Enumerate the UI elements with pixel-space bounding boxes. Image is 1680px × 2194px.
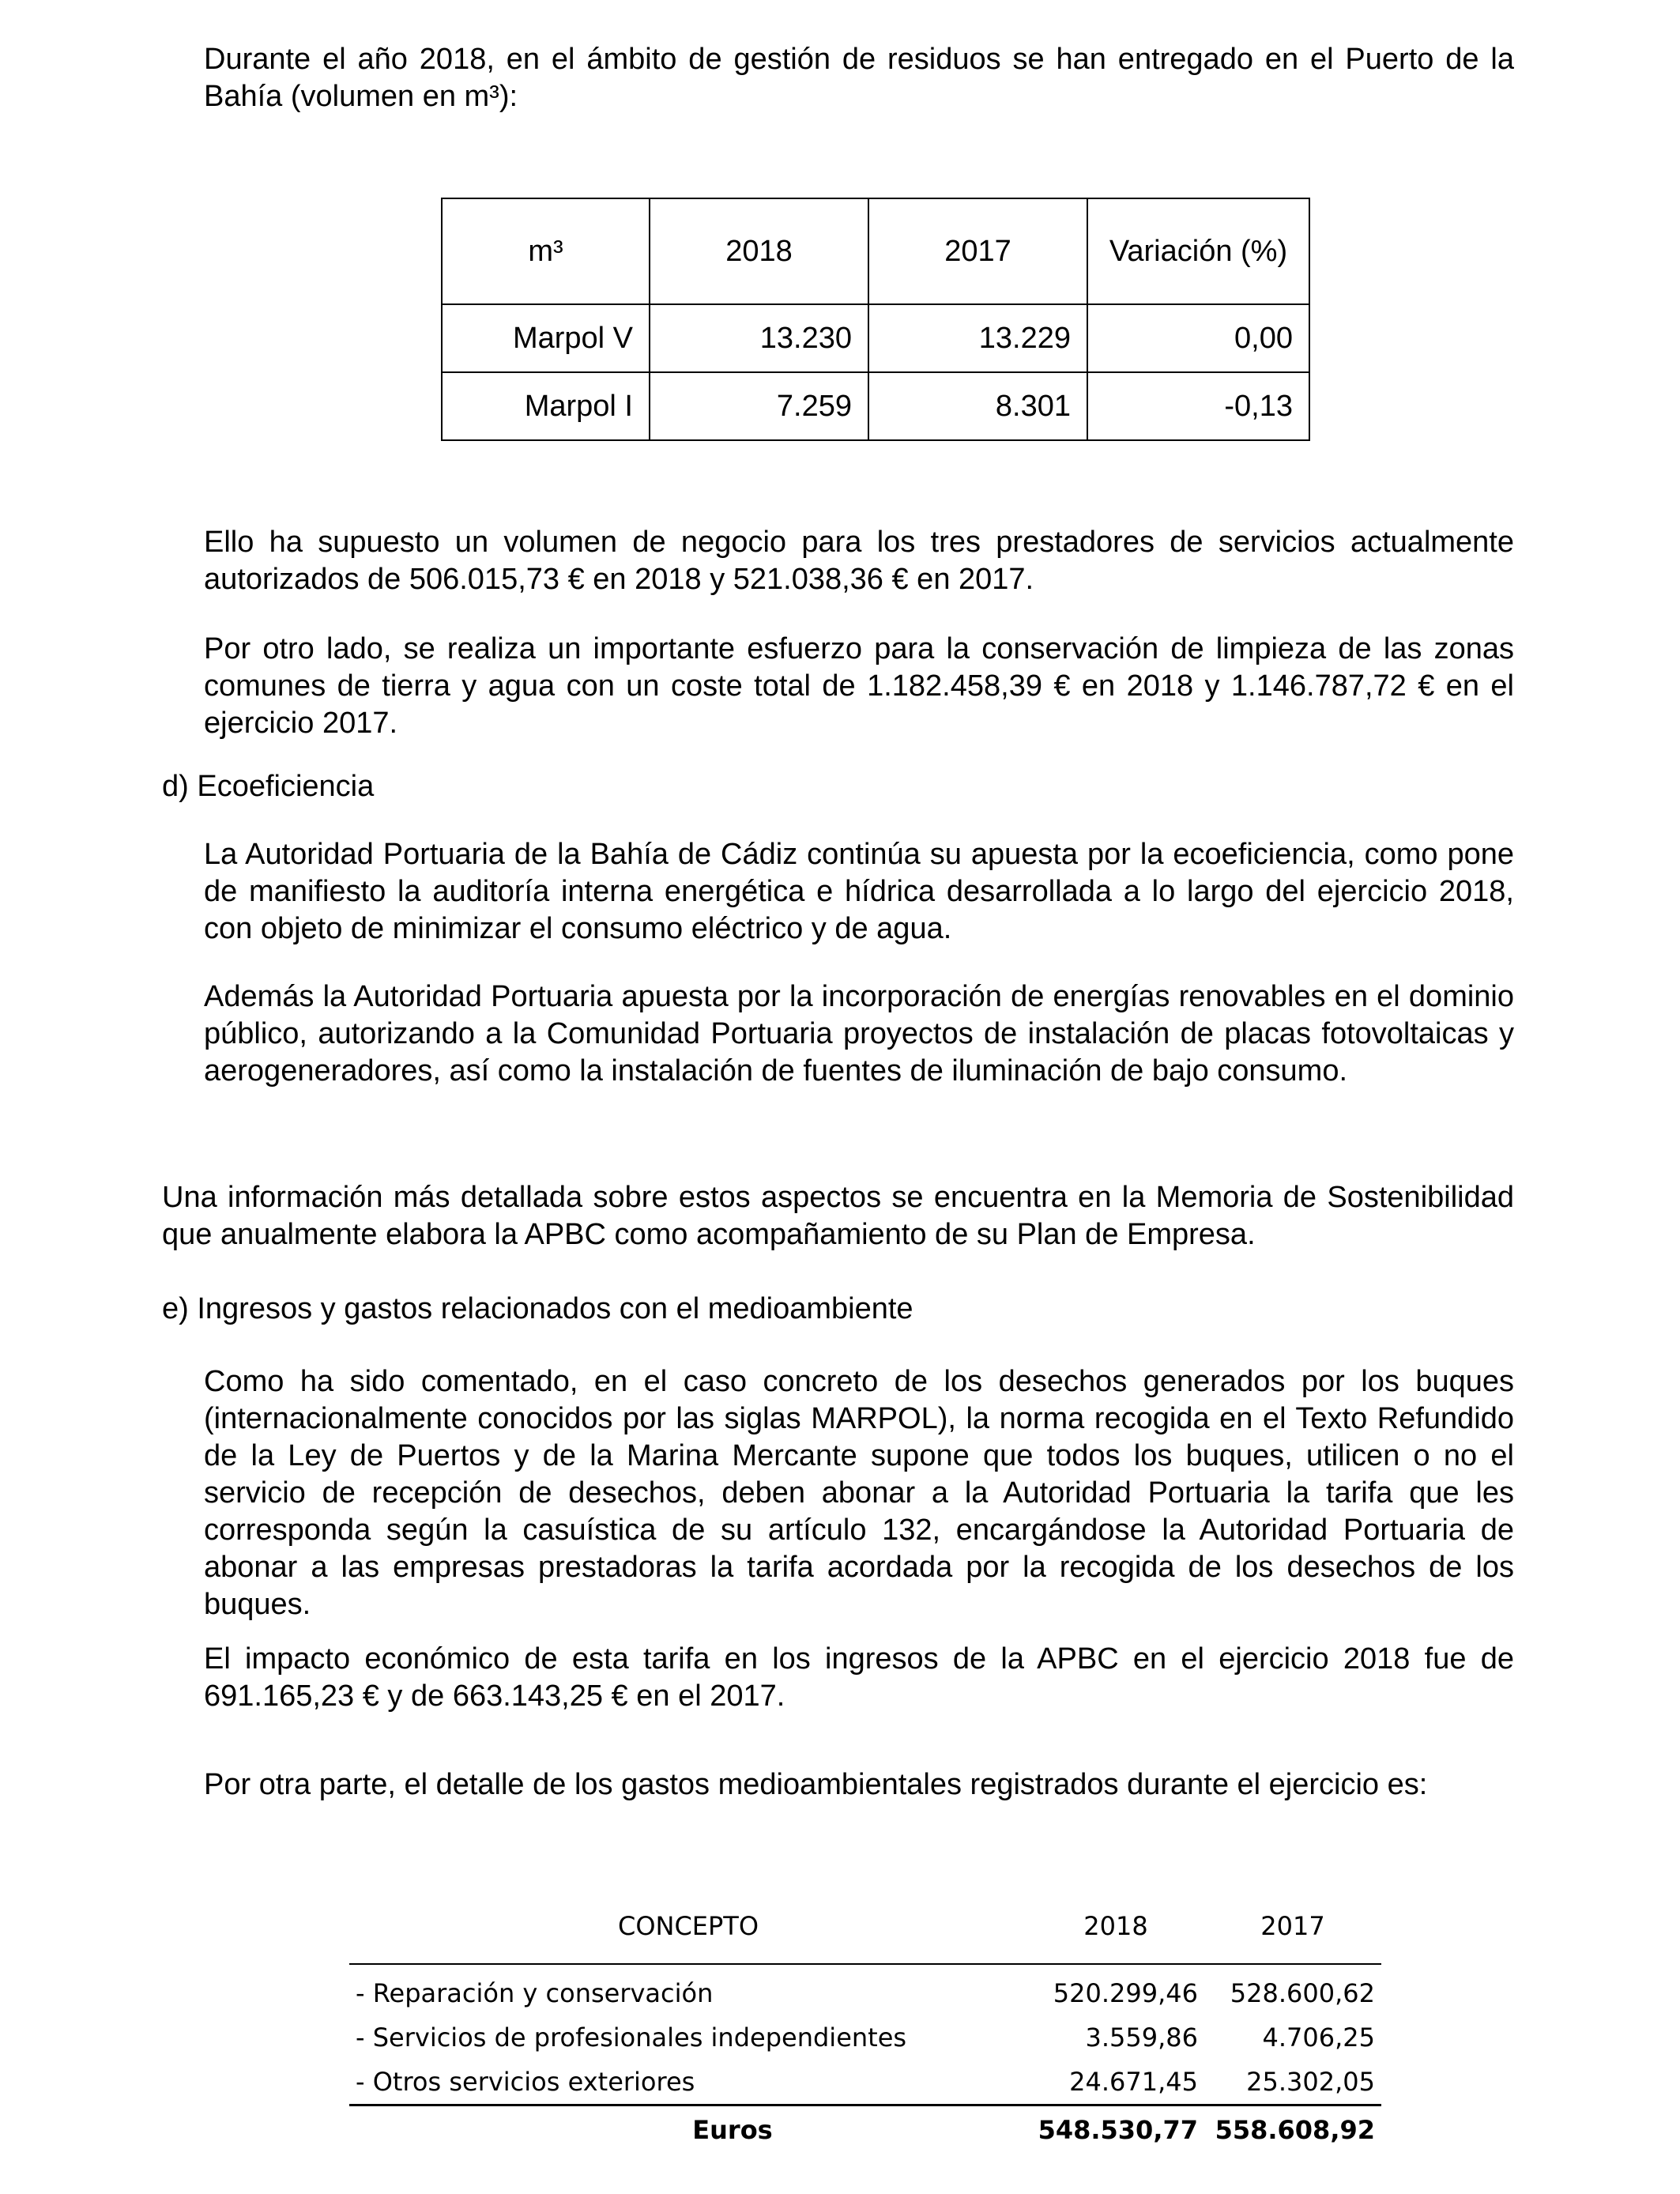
ecoefficiency-paragraph-1: La Autoridad Portuaria de la Bahía de Cádiz continúa su apuesta por la ecoeficiencia, como pone de manifiesto la auditoría interna energética e hídrica desarrollada a lo largo del ejercicio 2018, con objeto de minimizar el consumo eléctrico y de agua. bbox=[204, 838, 1514, 945]
header-unit: m³ bbox=[442, 198, 650, 304]
amount-2018: 24.671,45 bbox=[1027, 2060, 1204, 2105]
row-label: Marpol I bbox=[442, 372, 650, 440]
section-heading-e: e) Ingresos y gastos relacionados con el medioambiente bbox=[162, 1292, 913, 1325]
value-2018: 13.230 bbox=[650, 304, 868, 372]
header-variation: Variación (%) bbox=[1087, 198, 1309, 304]
value-variation: 0,00 bbox=[1087, 304, 1309, 372]
total-2018: 548.530,77 bbox=[1038, 2115, 1198, 2145]
total-label: Euros bbox=[692, 2115, 773, 2145]
table-row bbox=[349, 2060, 1381, 2105]
total-2017: 558.608,92 bbox=[1215, 2115, 1375, 2145]
value-2018: 7.259 bbox=[650, 372, 868, 440]
header-2018: 2018 bbox=[1027, 1889, 1204, 1964]
amount-2018: 520.299,46 bbox=[1053, 1978, 1198, 2008]
header-2017: 2017 bbox=[1204, 1889, 1381, 1964]
marpol-paragraph: Como ha sido comentado, en el caso concreto de los desechos generados por los buques (internacionalmente conocidos por las siglas MARPOL), la norma recogida en el Texto Refundido de la Ley de Puertos y de la Marina Mercante supone que todos los buques, utilicen o no el servicio de recepción de desechos, deben abonar a la Autoridad Portuaria la tarifa que les corresponda según la casuística de su artículo 132, encargándose la Autoridad Portuaria de abonar a las empresas prestadoras la tarifa acordada por la recogida de los desechos de los buques. bbox=[204, 1365, 1514, 1621]
expense-detail-paragraph: Por otra parte, el detalle de los gastos medioambientales registrados durante el ejercicio es: bbox=[204, 1768, 1428, 1801]
table-spacer-cell bbox=[1027, 1964, 1204, 1971]
header-2017: 2017 bbox=[868, 198, 1087, 304]
value-2017: 8.301 bbox=[868, 372, 1087, 440]
table-spacer-cell bbox=[349, 1964, 1027, 1971]
tariff-impact-paragraph: El impacto económico de esta tarifa en los ingresos de la APBC en el ejercicio 2018 fue de 691.165,23 € y de 663.143,25 € en el 2017. bbox=[204, 1642, 1514, 1713]
business-volume-paragraph: Ello ha supuesto un volumen de negocio para los tres prestadores de servicios actualmente autorizados de 506.015,73 € en 2018 y 521.038,36 € en 2017. bbox=[204, 526, 1514, 596]
amount-2017: 25.302,05 bbox=[1204, 2060, 1381, 2105]
table-row bbox=[442, 372, 1309, 440]
section-heading-d: d) Ecoeficiencia bbox=[162, 770, 375, 803]
amount-2017: 4.706,25 bbox=[1262, 2022, 1375, 2053]
header-2018: 2018 bbox=[650, 198, 868, 304]
cleaning-cost-paragraph: Por otro lado, se realiza un importante esfuerzo para la conservación de limpieza de las zonas comunes de tierra y agua con un coste total de 1.182.458,39 € en 2018 y 1.146.787,72 € en el ejercicio 2017. bbox=[204, 632, 1514, 740]
value-variation: -0,13 bbox=[1087, 372, 1309, 440]
table-row bbox=[442, 304, 1309, 372]
row-label: Marpol V bbox=[442, 304, 650, 372]
table-header-row bbox=[349, 1889, 1381, 1964]
ecoefficiency-paragraph-2: Además la Autoridad Portuaria apuesta por la incorporación de energías renovables en el dominio público, autorizando a la Comunidad Portuaria proyectos de instalación de placas fotovoltaicas y aerogeneradores, así como la instalación de fuentes de iluminación de bajo consumo. bbox=[204, 980, 1514, 1088]
concept-label: - Reparación y conservación bbox=[356, 1978, 714, 2008]
concept-label: - Servicios de profesionales independientes bbox=[356, 2022, 907, 2053]
table-spacer bbox=[349, 1964, 1381, 1971]
memoria-paragraph: Una información más detallada sobre estos aspectos se encuentra en la Memoria de Sostenibilidad que anualmente elabora la APBC como acompañamiento de su Plan de Empresa. bbox=[162, 1181, 1514, 1251]
table-spacer-cell bbox=[1204, 1964, 1381, 1971]
waste-volume-table bbox=[441, 198, 1310, 441]
intro-paragraph: Durante el año 2018, en el ámbito de gestión de residuos se han entregado en el Puerto de la Bahía (volumen en m³): bbox=[204, 43, 1514, 113]
table-row bbox=[349, 1971, 1381, 2015]
table-row bbox=[349, 2015, 1381, 2060]
value-2017: 13.229 bbox=[868, 304, 1087, 372]
amount-2017: 528.600,62 bbox=[1230, 1978, 1375, 2008]
header-concept: CONCEPTO bbox=[349, 1889, 1027, 1964]
concept-label: - Otros servicios exteriores bbox=[349, 2060, 1027, 2105]
amount-2018: 3.559,86 bbox=[1085, 2022, 1198, 2053]
table-header-row bbox=[442, 198, 1309, 304]
total-row bbox=[349, 2105, 1381, 2154]
environmental-expense-table bbox=[349, 1889, 1381, 2154]
